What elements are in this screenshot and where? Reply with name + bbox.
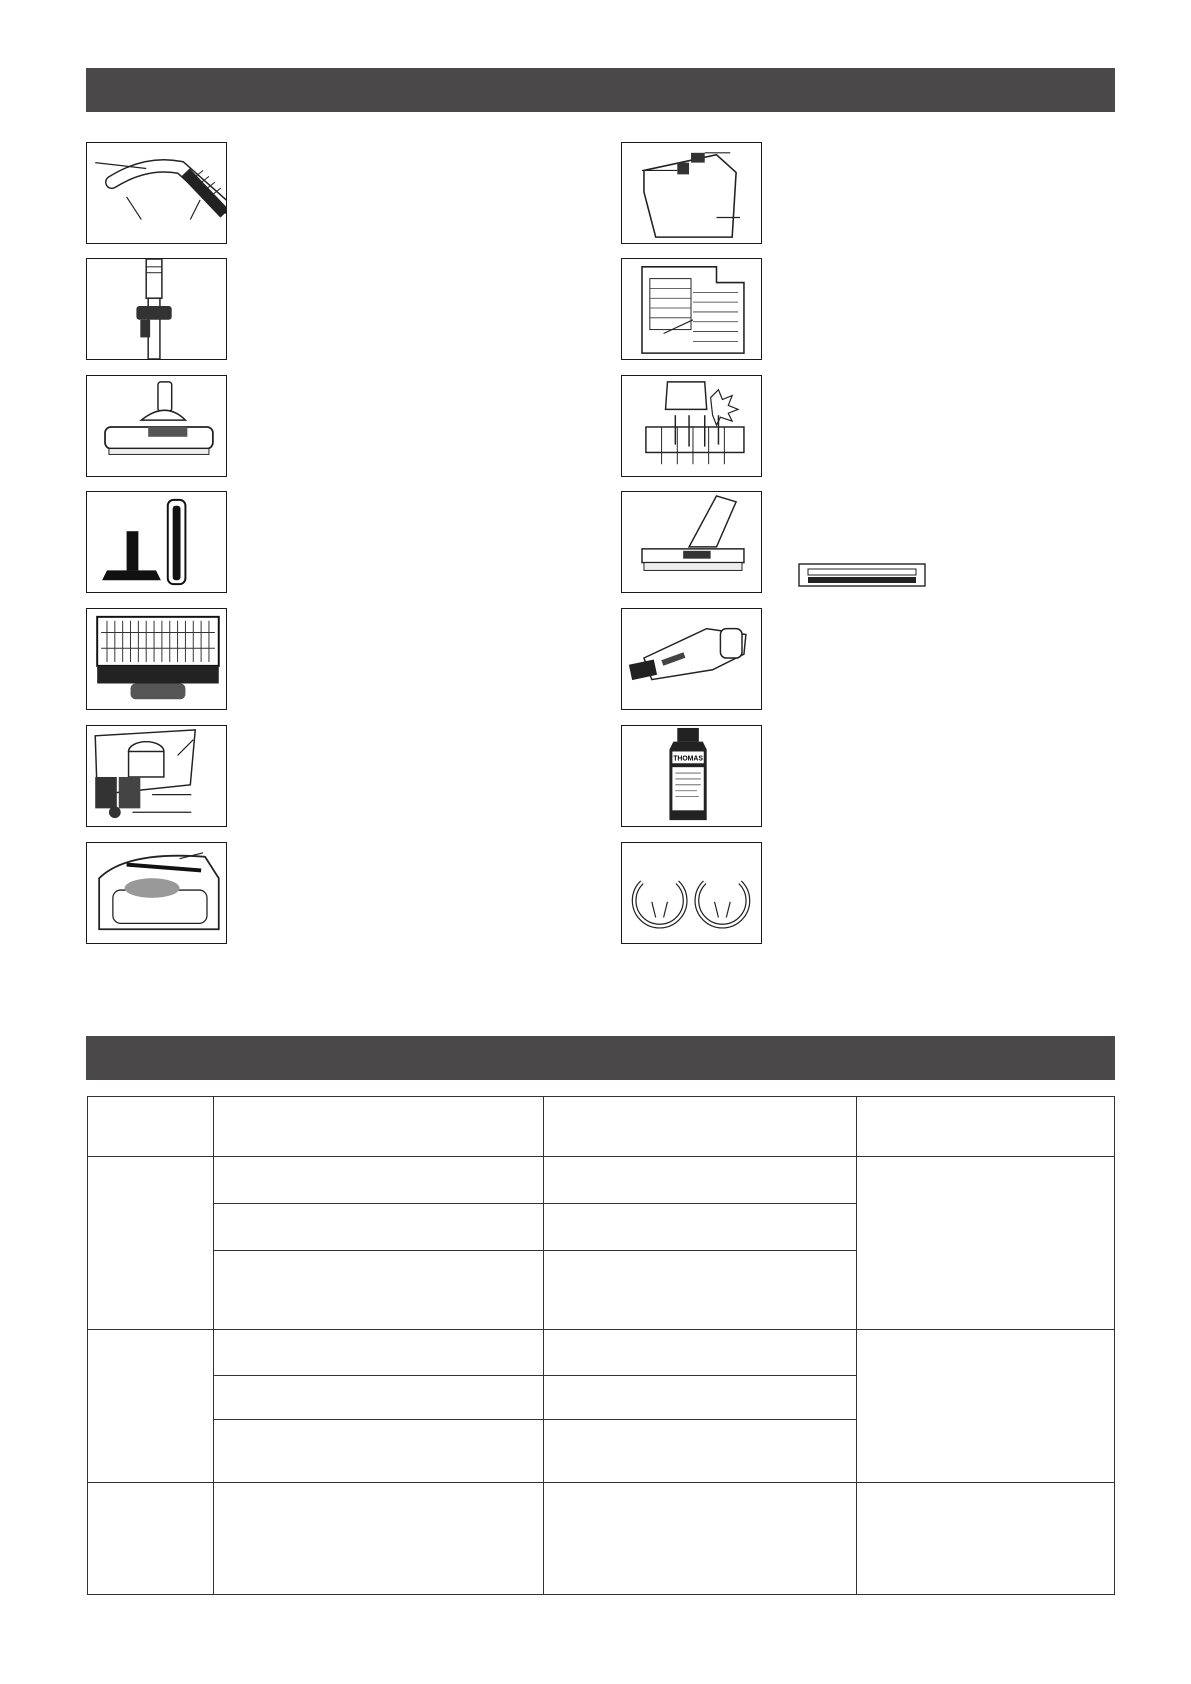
floor-nozzle-icon [86, 375, 227, 477]
troubleshooting-table [87, 1096, 1115, 1595]
cause-cell [213, 1483, 543, 1595]
solution-cell [543, 1204, 857, 1251]
table-row [88, 1157, 1115, 1204]
section-header-bar-accessories [86, 68, 1115, 112]
cause-cell [213, 1420, 543, 1483]
solution-cell [543, 1251, 857, 1330]
header-cell-remedy [857, 1097, 1115, 1157]
solution-cell [543, 1483, 857, 1595]
telescopic-tube-with-clip-icon [86, 258, 227, 360]
header-cell-solution [543, 1097, 857, 1157]
sponge-filter-insert-icon [621, 375, 762, 477]
solution-cell [543, 1157, 857, 1204]
cause-cell [213, 1251, 543, 1330]
table-header-row [88, 1097, 1115, 1157]
header-cell-fault [88, 1097, 214, 1157]
cause-cell [213, 1330, 543, 1376]
cause-cell [213, 1376, 543, 1420]
hepa-filter-icon [86, 608, 227, 710]
table-row [88, 1483, 1115, 1595]
solution-cell [543, 1330, 857, 1376]
group-label-cell [88, 1483, 214, 1595]
spray-nozzle-attachment-icon [798, 563, 926, 587]
device-base-icon [86, 842, 227, 944]
bottle-brand-label: THOMAS [673, 755, 703, 763]
remedy-cell [857, 1483, 1115, 1595]
upholstery-and-crevice-nozzles-icon [86, 491, 227, 593]
filter-cassette-icon [621, 258, 762, 360]
detergent-tank-icon [621, 142, 762, 244]
header-cell-cause [213, 1097, 543, 1157]
handle-with-hose-icon [86, 142, 227, 244]
remedy-cell [857, 1157, 1115, 1330]
group-label-cell [88, 1330, 214, 1483]
cause-cell [213, 1157, 543, 1204]
tube-clips-icon [621, 842, 762, 944]
solution-cell [543, 1420, 857, 1483]
water-filter-insert-icon [86, 725, 227, 827]
cause-cell [213, 1204, 543, 1251]
detergent-bottle-icon [621, 725, 762, 827]
upholstery-spray-nozzle-icon [621, 608, 762, 710]
solution-cell [543, 1376, 857, 1420]
section-header-bar-troubleshooting [86, 1036, 1115, 1080]
remedy-cell [857, 1330, 1115, 1483]
carpet-spray-nozzle-icon [621, 491, 762, 593]
table-row [88, 1330, 1115, 1376]
group-label-cell [88, 1157, 214, 1330]
